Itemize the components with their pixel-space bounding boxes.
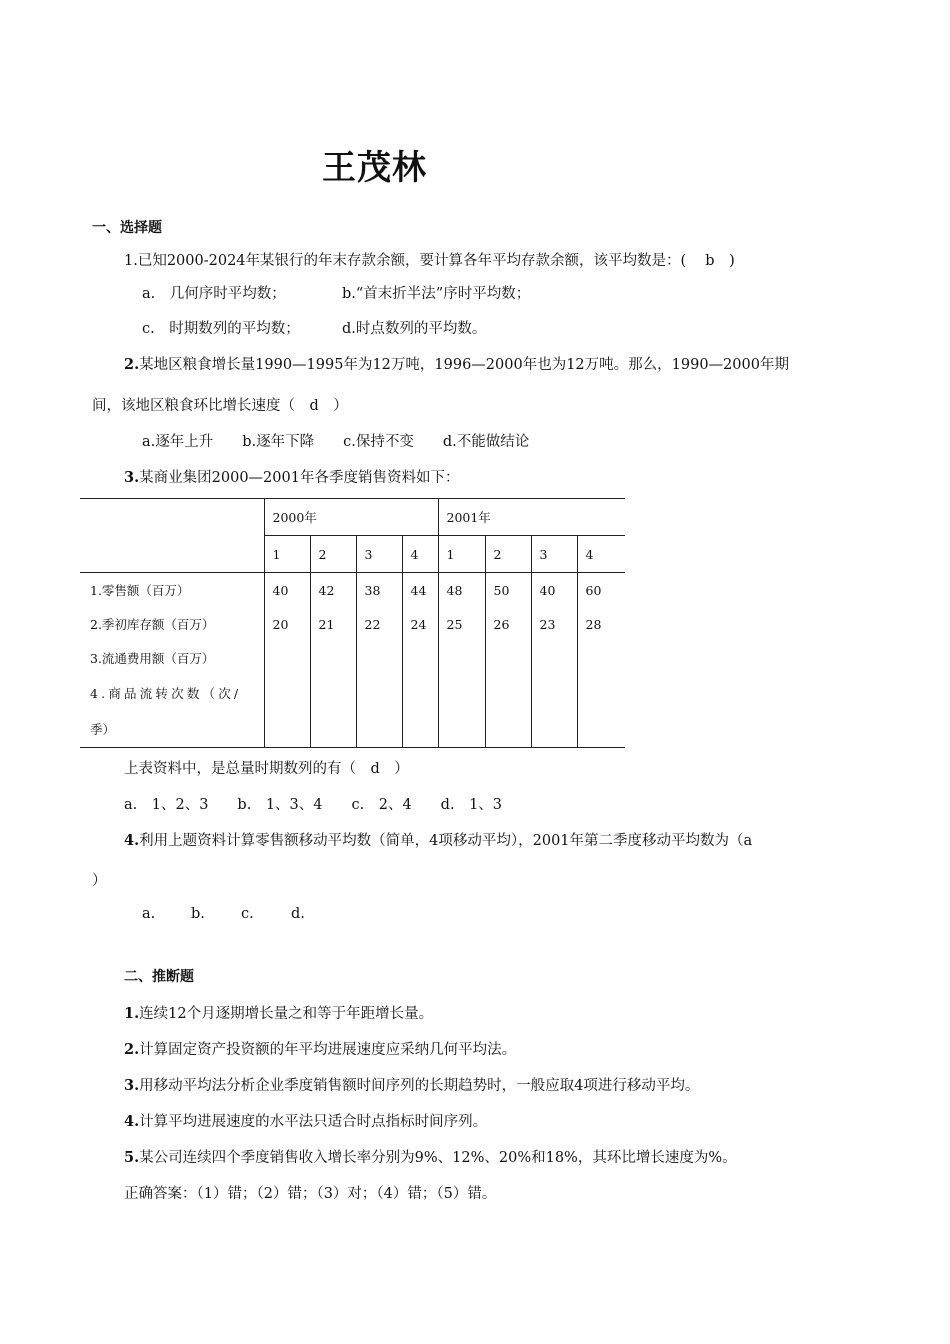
table-quarter: 4: [577, 536, 625, 573]
table-cell: 26: [485, 607, 531, 641]
table-row: [80, 641, 625, 675]
table-row-label-line1: 4.商品流转次数（次/: [90, 686, 242, 701]
table-cell: 38: [356, 573, 402, 608]
table-year-2001: 2001年: [438, 499, 625, 536]
judgement-item: [124, 1110, 487, 1131]
table-cell: 20: [264, 607, 310, 641]
table-header-quarter-row: [80, 536, 625, 573]
table-cell: 21: [310, 607, 356, 641]
question-2-options: a.逐年上升 b.逐年下降 c.保持不变 d.不能做结论: [142, 434, 530, 450]
question-3-question: 上表资料中，是总量时期数列的有（ d ）: [124, 761, 409, 777]
question-2-line1: [124, 353, 789, 374]
table-quarter: 1: [438, 536, 485, 573]
table-cell: [356, 641, 402, 675]
table-cell: 60: [577, 573, 625, 608]
table-row: [80, 573, 625, 608]
table-cell: [264, 641, 310, 675]
table-row: [80, 607, 625, 641]
table-cell: [531, 675, 577, 748]
table-row: [80, 675, 625, 748]
table-quarter: 4: [402, 536, 438, 573]
section-heading-choice: 一、选择题: [92, 220, 162, 236]
judgement-item: [124, 1146, 737, 1167]
table-row-label: [80, 675, 264, 748]
table-cell: 50: [485, 573, 531, 608]
table-cell: 28: [577, 607, 625, 641]
table-cell: 48: [438, 573, 485, 608]
table-quarter: 3: [531, 536, 577, 573]
table-row-label: 2.季初库存额（百万）: [90, 617, 215, 632]
table-cell: 44: [402, 573, 438, 608]
table-cell: [485, 641, 531, 675]
question-3-line: [124, 466, 459, 487]
question-1-option-c: c. 时期数列的平均数；: [142, 321, 300, 337]
table-cell: [310, 641, 356, 675]
table-cell: 40: [531, 573, 577, 608]
table-quarter: 1: [264, 536, 310, 573]
judgement-item-number: 1.: [124, 1005, 140, 1022]
table-row-label: 3.流通费用额（百万）: [90, 651, 215, 666]
judgement-item-number: 2.: [124, 1041, 140, 1058]
question-3-text: 某商业集团2000—2001年各季度销售资料如下：: [139, 470, 460, 486]
judgement-item: [124, 1038, 516, 1059]
question-3-options: a. 1、2、3 b. 1、3、4 c. 2、4 d. 1、3: [124, 797, 503, 813]
table-quarter: 2: [485, 536, 531, 573]
table-corner-cell-2: [80, 536, 264, 573]
answer-key: 正确答案：（1）错；（2）错；（3）对；（4）错；（5）错。: [124, 1186, 497, 1202]
table-corner-cell: [80, 499, 264, 536]
question-4-option-d: d.: [291, 906, 305, 922]
judgement-item-number: 4.: [124, 1113, 140, 1130]
table-cell: [577, 675, 625, 748]
question-4-option-a: a.: [142, 906, 156, 922]
table-cell: [356, 675, 402, 748]
table-cell: 22: [356, 607, 402, 641]
table-cell: [531, 641, 577, 675]
judgement-item-text: 计算固定资产投资额的年平均进展速度应采纳几何平均法。: [139, 1042, 517, 1058]
judgement-item-text: 某公司连续四个季度销售收入增长率分别为9%、12%、20%和18%，其环比增长速度为%。: [139, 1150, 737, 1166]
question-2-number: 2.: [124, 356, 140, 373]
table-quarter: 3: [356, 536, 402, 573]
question-1-option-b: b.“首末折半法”序时平均数；: [342, 286, 531, 302]
question-1-option-d: d.时点数列的平均数。: [342, 321, 487, 337]
judgement-item-text: 连续12个月逐期增长量之和等于年距增长量。: [139, 1006, 434, 1022]
question-4-option-c: c.: [241, 906, 254, 922]
question-3-number: 3.: [124, 469, 140, 486]
table-cell: [485, 675, 531, 748]
table-header-year-row: [80, 499, 625, 536]
question-2-text-line1: 某地区粮食增长量1990—1995年为12万吨，1996—2000年也为12万吨。那么，1990—2000年期: [139, 357, 789, 373]
table-row-label: 1.零售额（百万）: [90, 583, 190, 598]
question-4-option-b: b.: [191, 906, 205, 922]
question-4-text-line2: ）: [92, 873, 107, 889]
question-1-text: 1.已知2000-2024年某银行的年末存款余额，要计算各年平均存款余额，该平均数是：( b ): [124, 253, 735, 269]
judgement-item-number: 5.: [124, 1149, 140, 1166]
table-cell: 24: [402, 607, 438, 641]
judgement-item: [124, 1002, 433, 1023]
table-cell: [402, 675, 438, 748]
question-4-text-line1: 利用上题资料计算零售额移动平均数（简单，4项移动平均），2001年第二季度移动平均数为（a: [139, 833, 753, 849]
question-2-text-line2: 间，该地区粮食环比增长速度（ d ）: [92, 398, 348, 414]
question-4-number: 4.: [124, 832, 140, 849]
question-4-line1: [124, 829, 752, 850]
table-cell: [310, 675, 356, 748]
table-cell: 40: [264, 573, 310, 608]
section-heading-judgement: 二、推断题: [124, 969, 194, 985]
page-title: 王茂林: [322, 148, 427, 188]
table-cell: 25: [438, 607, 485, 641]
sales-data-table: [80, 498, 625, 748]
table-row-label-line2: 季）: [90, 722, 116, 737]
table-cell: [402, 641, 438, 675]
table-year-2000: 2000年: [264, 499, 438, 536]
table-cell: [438, 675, 485, 748]
table-cell: [438, 641, 485, 675]
judgement-item: [124, 1074, 699, 1095]
table-cell: 23: [531, 607, 577, 641]
table-quarter: 2: [310, 536, 356, 573]
table-cell: [264, 675, 310, 748]
judgement-item-text: 用移动平均法分析企业季度销售额时间序列的长期趋势时，一般应取4项进行移动平均。: [139, 1078, 700, 1094]
table-cell: [577, 641, 625, 675]
table-cell: 42: [310, 573, 356, 608]
judgement-item-text: 计算平均进展速度的水平法只适合时点指标时间序列。: [139, 1114, 488, 1130]
judgement-item-number: 3.: [124, 1077, 140, 1094]
question-1-option-a: a. 几何序时平均数；: [142, 286, 286, 302]
